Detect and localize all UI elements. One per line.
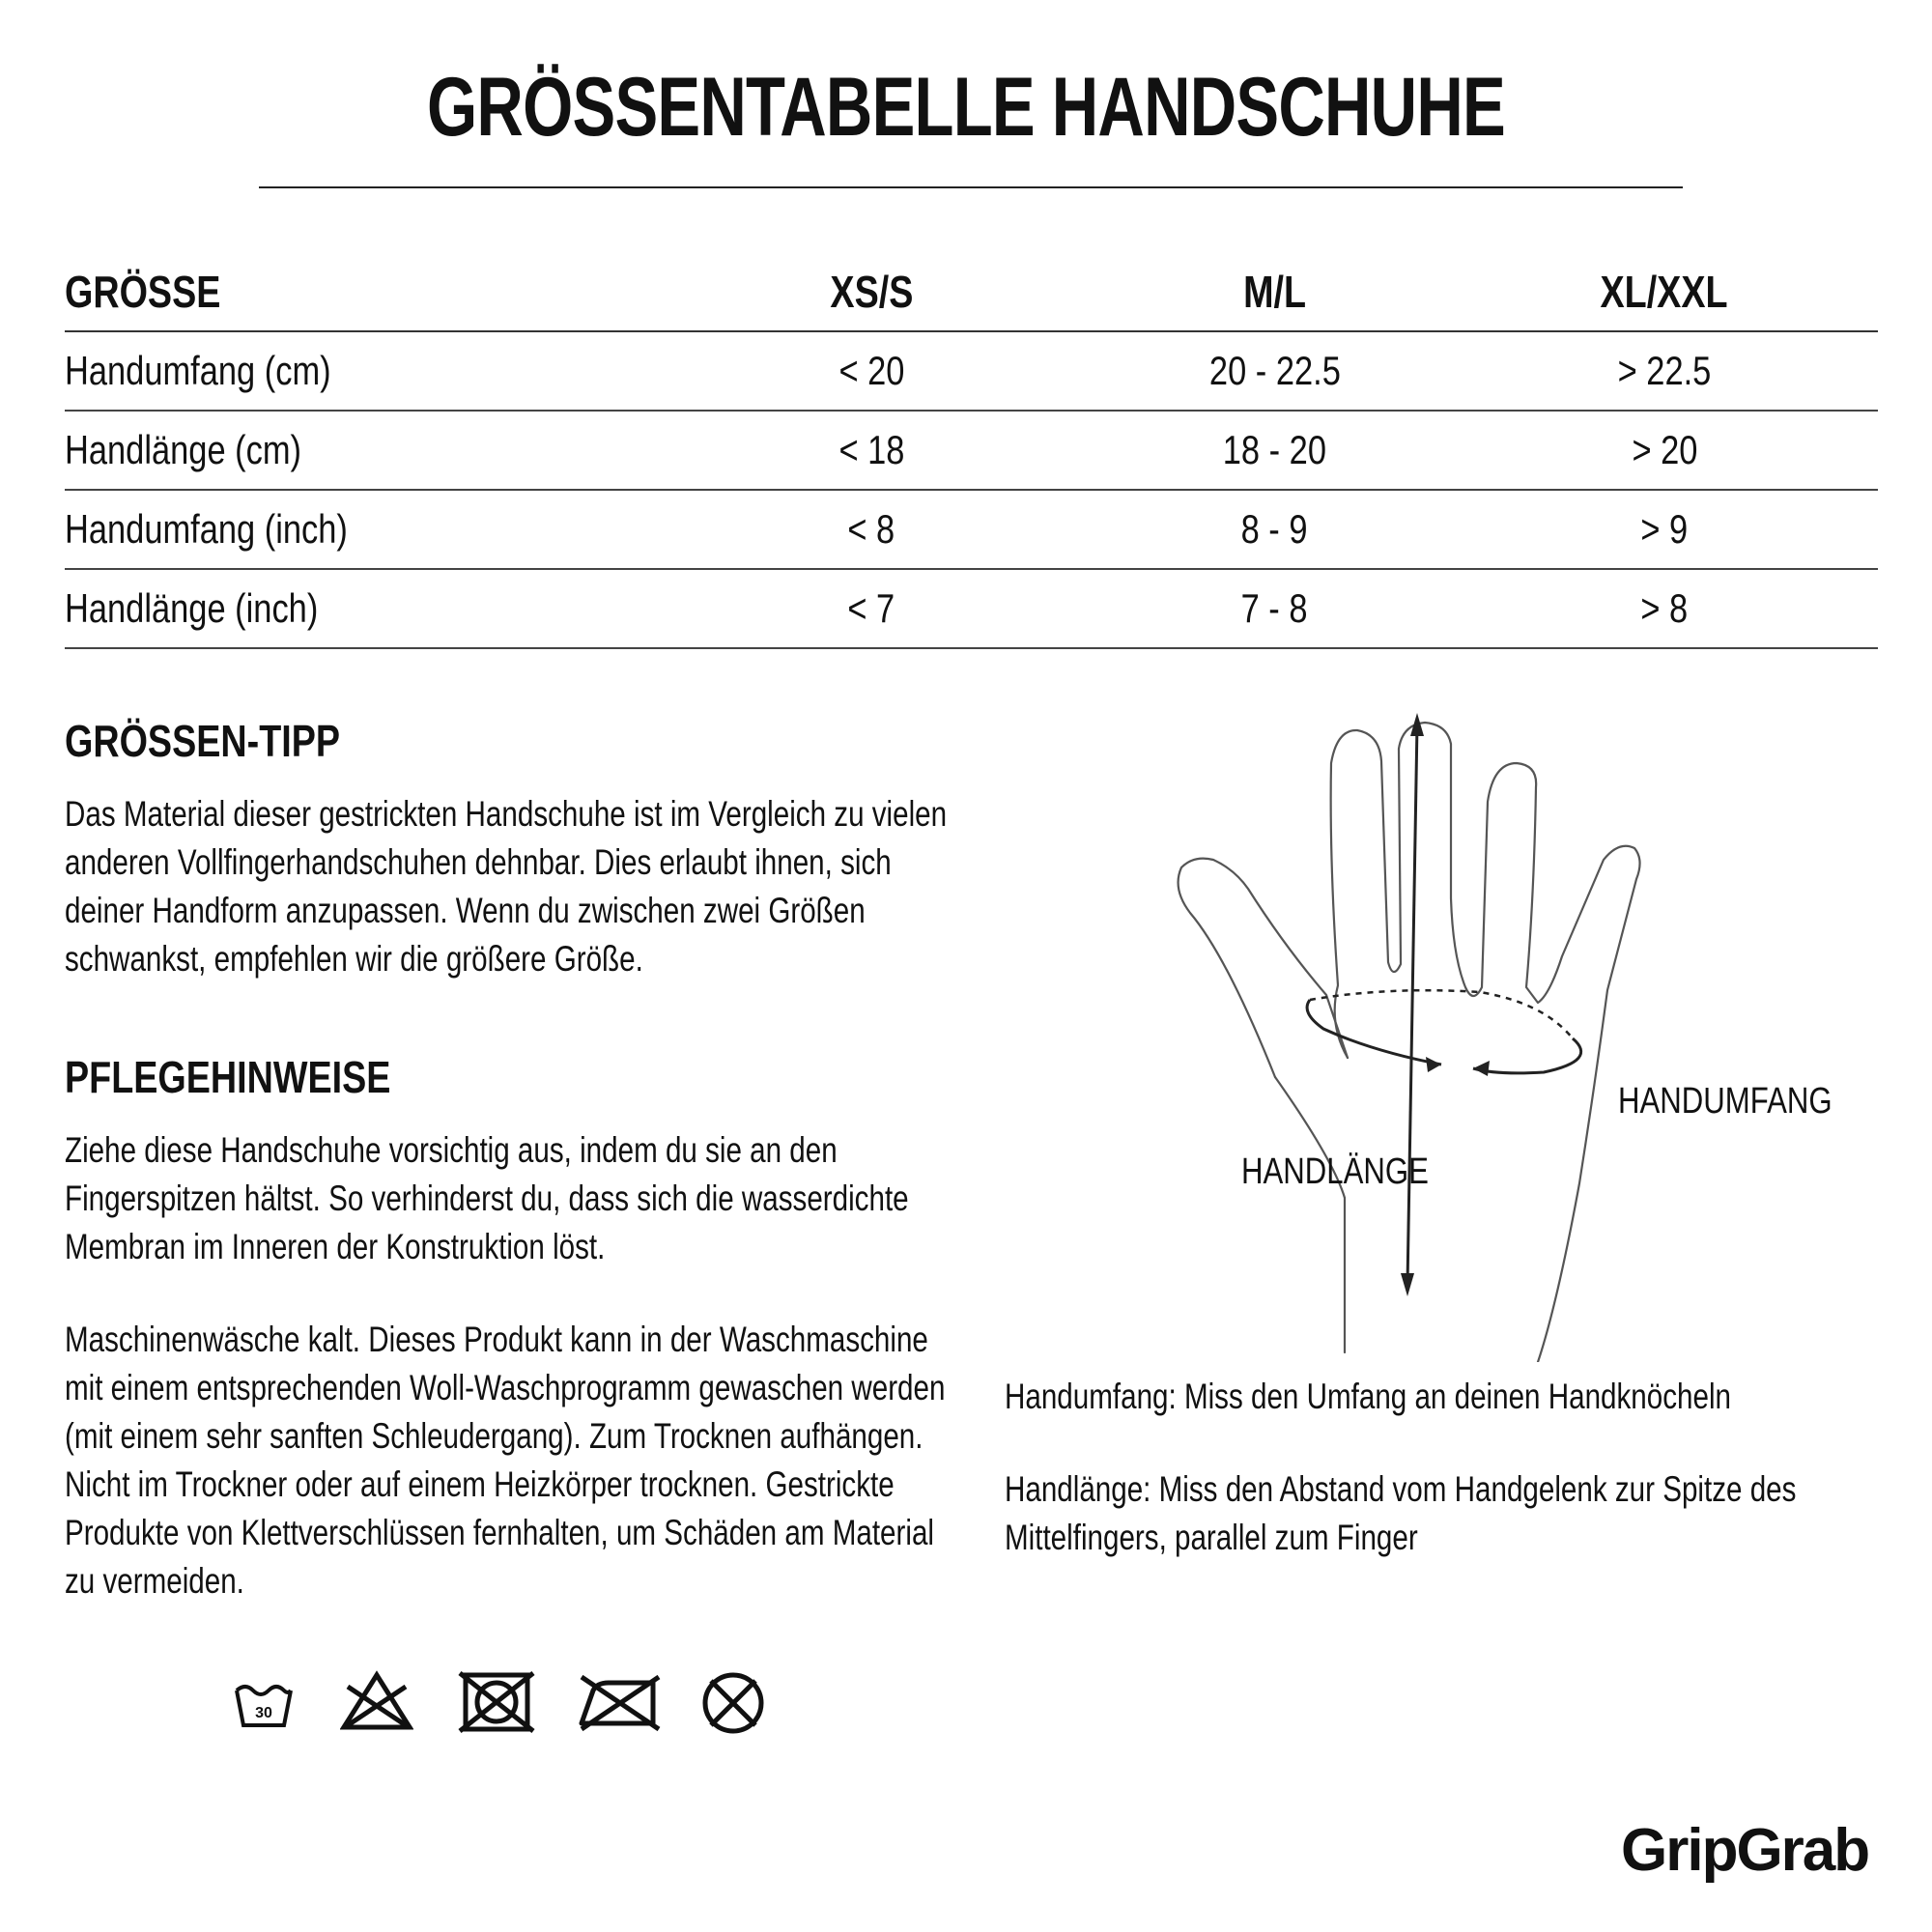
no-dry-clean-icon (699, 1669, 767, 1737)
caption-circumference: Handumfang: Miss den Umfang an deinen Handknöcheln (1005, 1377, 1731, 1416)
tip-text: Das Material dieser gestrickten Handschuhe ist im Vergleich zu vielen anderen Vollfingerhandschuhen dehnbar. Dies erlaubt ihnen, sich deiner Handform anzupassen. Wenn du zwischen zwei Größen schwankst, empfehlen wir die größere Größe. (65, 794, 948, 979)
table-cell: < 7 (644, 569, 1098, 648)
table-cell: 8 - 9 (1098, 490, 1451, 569)
no-iron-icon (576, 1669, 663, 1733)
table-row (65, 490, 1878, 569)
table-header-row (65, 253, 1878, 331)
table-cell: > 8 (1451, 569, 1878, 648)
header-size: GRÖSSE (65, 253, 644, 331)
row-label: Handlänge (cm) (65, 411, 644, 490)
brand-logo: GripGrab (1621, 1817, 1869, 1884)
circumference-label: HANDUMFANG (1618, 1081, 1833, 1122)
wash-30-icon (232, 1669, 296, 1733)
row-label: Handlänge (inch) (65, 569, 644, 648)
table-cell: > 9 (1451, 490, 1878, 569)
row-label: Handumfang (inch) (65, 490, 644, 569)
circumference-arrow-icon (1307, 990, 1581, 1076)
length-label: HANDLÄNGE (1241, 1151, 1429, 1192)
size-table (65, 253, 1878, 649)
table-row (65, 569, 1878, 648)
hand-diagram (1140, 705, 1874, 1362)
header-m-l: M/L (1098, 253, 1451, 331)
table-cell: < 20 (644, 331, 1098, 411)
table-cell: 7 - 8 (1098, 569, 1451, 648)
table-cell: > 22.5 (1451, 331, 1878, 411)
caption-length: Handlänge: Miss den Abstand vom Handgelenk zur Spitze des Mittelfingers, parallel zum Finger (1005, 1469, 1797, 1557)
table-row (65, 331, 1878, 411)
table-row (65, 411, 1878, 490)
header-xl-xxl: XL/XXL (1451, 253, 1878, 331)
care-text-2: Maschinenwäsche kalt. Dieses Produkt kann in der Waschmaschine mit einem entsprechenden Woll-Waschprogramm gewaschen werden (mit einem sehr sanften Schleudergang). Zum Trocknen aufhängen. Nicht im Trockner oder auf einem Heizkörper trocknen. Gestrickte Produkte von Klettverschlüssen fernhalten, um Schäden am Material zu vermeiden. (65, 1320, 946, 1601)
table-cell: 18 - 20 (1098, 411, 1451, 490)
title-divider (259, 186, 1683, 188)
no-bleach-icon (340, 1669, 413, 1733)
care-text-1: Ziehe diese Handschuhe vorsichtig aus, indem du sie an den Fingerspitzen hältst. So verhinderst du, dass sich die wasserdichte Membran im Inneren der Konstruktion löst. (65, 1130, 909, 1266)
no-tumble-dry-icon (458, 1669, 535, 1733)
page-title: GRÖSSENTABELLE HANDSCHUHE (427, 61, 1505, 154)
svg-text:30: 30 (255, 1705, 272, 1721)
table-cell: > 20 (1451, 411, 1878, 490)
length-arrow-icon (1401, 713, 1424, 1296)
care-heading: PFLEGEHINWEISE (65, 1052, 391, 1102)
table-cell: < 8 (644, 490, 1098, 569)
row-label: Handumfang (cm) (65, 331, 644, 411)
table-cell: 20 - 22.5 (1098, 331, 1451, 411)
header-xs-s: XS/S (644, 253, 1098, 331)
tip-heading: GRÖSSEN-TIPP (65, 716, 341, 766)
table-cell: < 18 (644, 411, 1098, 490)
